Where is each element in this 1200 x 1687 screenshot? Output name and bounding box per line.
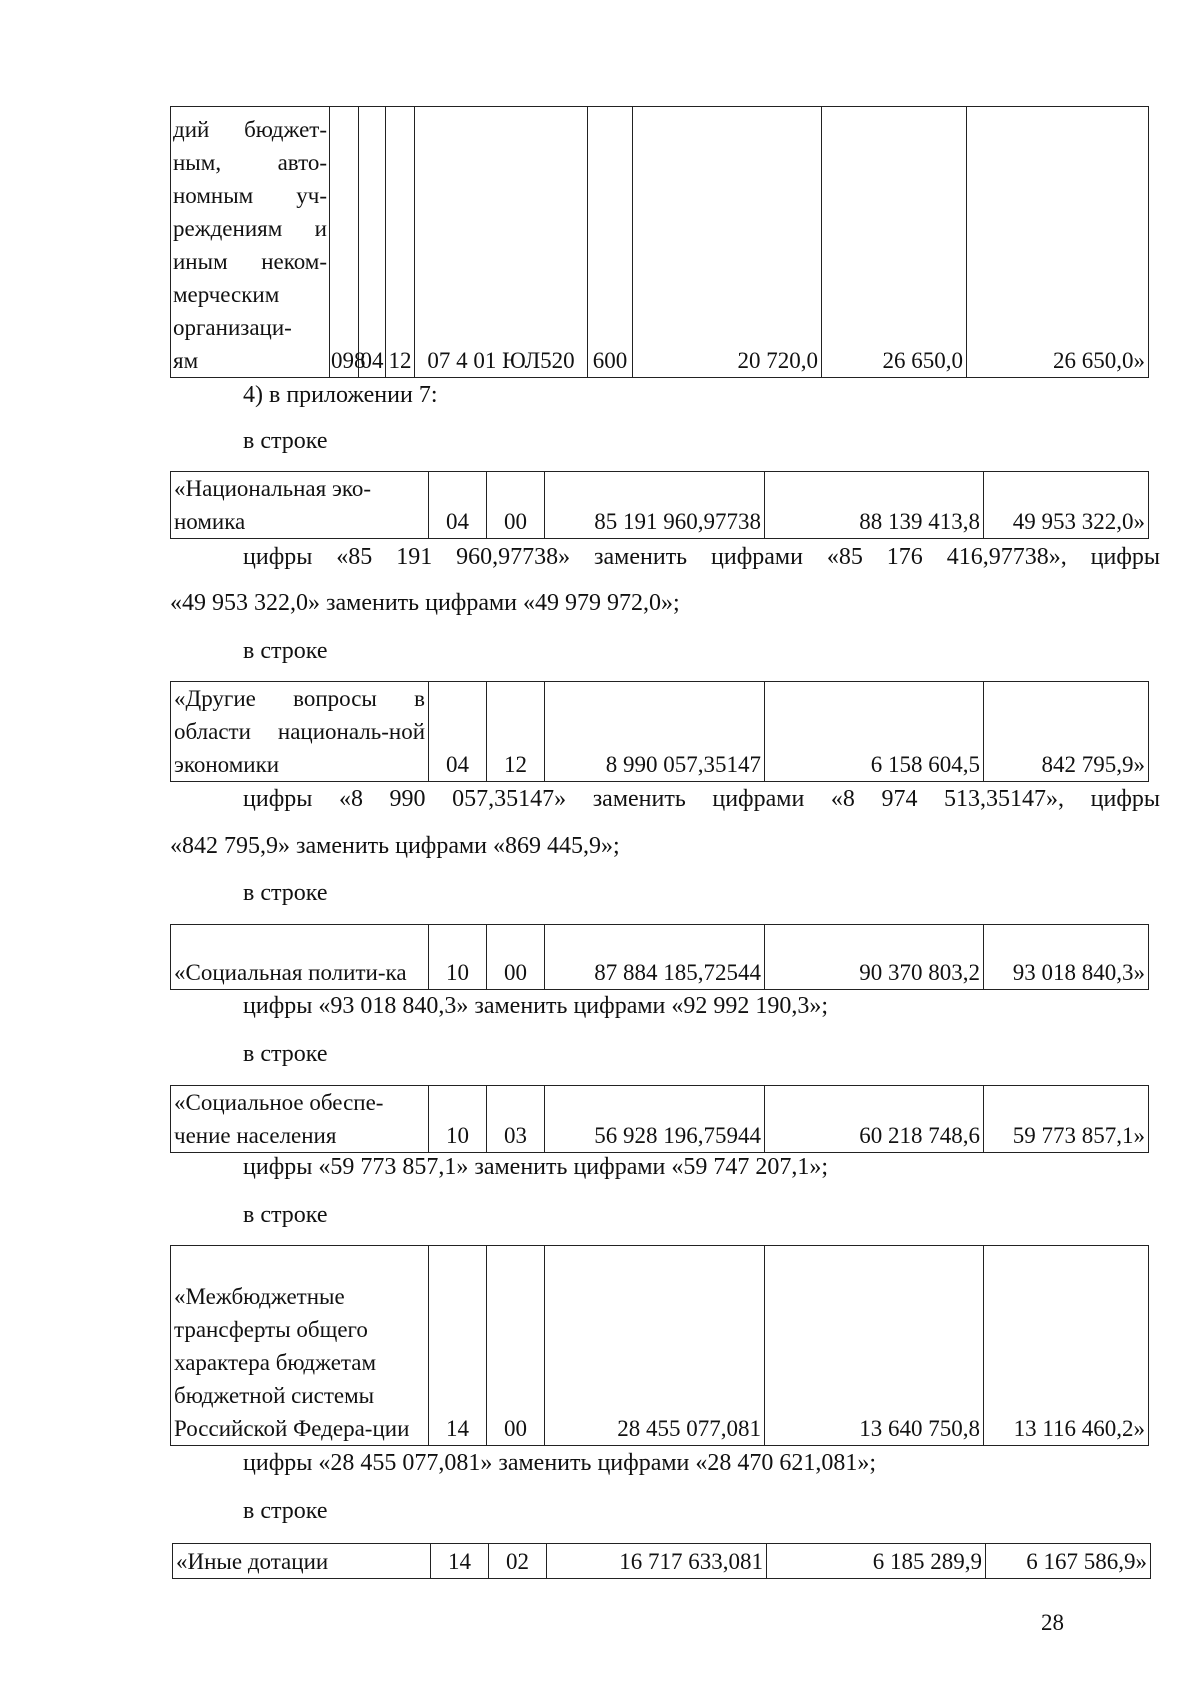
- in-line-label: в строке: [243, 1498, 328, 1524]
- value-cell-2: 88 139 413,8: [765, 472, 984, 539]
- table-row: [171, 107, 1149, 378]
- row-label: [171, 107, 330, 378]
- pr-cell: 00: [487, 1246, 545, 1446]
- pr-cell: 12: [487, 682, 545, 782]
- rz-cell: 14: [429, 1246, 487, 1446]
- value-cell-1: 87 884 185,72544: [545, 925, 765, 990]
- table-row: [171, 472, 1149, 539]
- value-cell-3: 13 116 460,2»: [984, 1246, 1149, 1446]
- rz-cell: 10: [429, 925, 487, 990]
- pr-cell: 02: [489, 1544, 547, 1579]
- row-label: «Иные дотации: [173, 1544, 431, 1579]
- pr-cell: 00: [487, 472, 545, 539]
- value-cell-3: 59 773 857,1»: [984, 1086, 1149, 1153]
- instruction-text: «49 953 322,0» заменить цифрами «49 979 972,0»;: [170, 590, 680, 616]
- instruction-text: цифры «59 773 857,1» заменить цифрами «59 747 207,1»;: [243, 1154, 829, 1180]
- table-row: [171, 1086, 1149, 1153]
- value-cell-3: 93 018 840,3»: [984, 925, 1149, 990]
- pr-cell: 12: [386, 107, 415, 378]
- table-row: [173, 1544, 1151, 1579]
- value-cell-1: 8 990 057,35147: [545, 682, 765, 782]
- value-cell-2: 90 370 803,2: [765, 925, 984, 990]
- in-line-label: в строке: [243, 428, 328, 454]
- instruction-text: цифры «28 455 077,081» заменить цифрами «28 470 621,081»;: [243, 1450, 877, 1476]
- row-table: [170, 1245, 1149, 1446]
- label-line: ям: [173, 348, 199, 373]
- label-line: реждениям и: [173, 216, 327, 241]
- row-table: [170, 681, 1149, 782]
- vr-cell: 600: [588, 107, 633, 378]
- table-row: [171, 925, 1149, 990]
- value-cell-2: 60 218 748,6: [765, 1086, 984, 1153]
- row-table: [172, 1543, 1151, 1579]
- value-cell-1: 85 191 960,97738: [545, 472, 765, 539]
- row-label: «Социальная полити-ка: [171, 925, 429, 990]
- label-line: дий бюджет-: [173, 117, 327, 142]
- rz-cell: 04: [429, 682, 487, 782]
- page-number: 28: [1041, 1610, 1064, 1635]
- value-cell-1: 56 928 196,75944: [545, 1086, 765, 1153]
- row-table: [170, 471, 1149, 539]
- table-row: [171, 682, 1149, 782]
- csr-cell: 07 4 01 ЮЛ520: [415, 107, 588, 378]
- label-line: организаци-: [173, 315, 292, 340]
- in-line-label: в строке: [243, 638, 328, 664]
- value-cell-3: 49 953 322,0»: [984, 472, 1149, 539]
- row-table: [170, 924, 1149, 990]
- value-cell-1: 16 717 633,081: [547, 1544, 767, 1579]
- value-cell-3: 842 795,9»: [984, 682, 1149, 782]
- value-cell-2: 6 185 289,9: [767, 1544, 986, 1579]
- instruction-text: цифры «8 990 057,35147» заменить цифрами «8 974 513,35147», цифры: [243, 786, 1160, 812]
- instruction-text: «842 795,9» заменить цифрами «869 445,9»;: [170, 833, 620, 859]
- in-line-label: в строке: [243, 1041, 328, 1067]
- rz-cell: 10: [429, 1086, 487, 1153]
- label-line: иным неком-: [173, 249, 327, 274]
- pr-cell: 03: [487, 1086, 545, 1153]
- instruction-text: цифры «85 191 960,97738» заменить цифрами «85 176 416,97738», цифры: [243, 544, 1160, 570]
- rz-cell: 04: [359, 107, 386, 378]
- grbs-cell: 098: [330, 107, 359, 378]
- label-line: мерческим: [173, 282, 280, 307]
- row-label: «Межбюджетные трансферты общего характера бюджетам бюджетной системы Российской Федера-ции: [171, 1246, 429, 1446]
- value-cell-1: 28 455 077,081: [545, 1246, 765, 1446]
- value-cell-2: 26 650,0: [822, 107, 967, 378]
- label-line: номным уч-: [173, 183, 327, 208]
- rz-cell: 04: [429, 472, 487, 539]
- value-cell-1: 20 720,0: [633, 107, 822, 378]
- label-line: ным, авто-: [173, 150, 327, 175]
- row-label: «Национальная эко-номика: [171, 472, 429, 539]
- row-table: [170, 1085, 1149, 1153]
- table-row: [171, 1246, 1149, 1446]
- value-cell-3: 6 167 586,9»: [986, 1544, 1151, 1579]
- item-4-heading: 4) в приложении 7:: [243, 382, 438, 408]
- value-cell-3: 26 650,0»: [967, 107, 1149, 378]
- pr-cell: 00: [487, 925, 545, 990]
- instruction-text: цифры «93 018 840,3» заменить цифрами «92 992 190,3»;: [243, 993, 829, 1019]
- row-label: «Другие вопросы в области националь-ной экономики: [171, 682, 429, 782]
- value-cell-2: 13 640 750,8: [765, 1246, 984, 1446]
- continuation-table: [170, 106, 1149, 378]
- in-line-label: в строке: [243, 1202, 328, 1228]
- value-cell-2: 6 158 604,5: [765, 682, 984, 782]
- in-line-label: в строке: [243, 880, 328, 906]
- row-label: «Социальное обеспе-чение населения: [171, 1086, 429, 1153]
- rz-cell: 14: [431, 1544, 489, 1579]
